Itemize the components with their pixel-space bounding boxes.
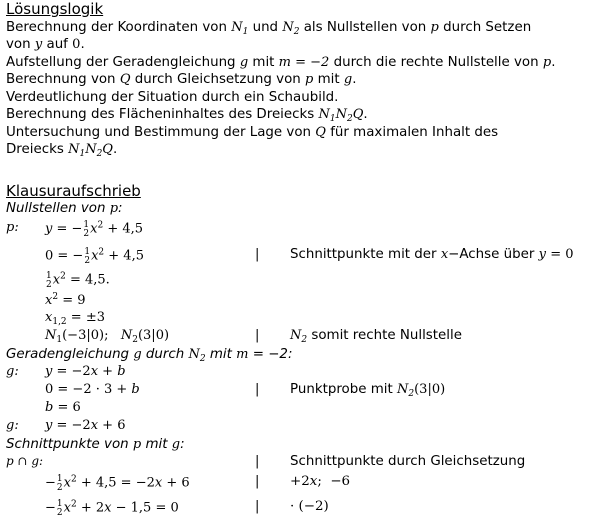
row-equation: $x_{1,2} = \pm 3$ bbox=[45, 310, 105, 327]
logic-line-1 bbox=[6, 19, 531, 41]
separator: | bbox=[255, 474, 260, 489]
separator: | bbox=[255, 247, 260, 262]
row-comment: $N_2$ somit rechte Nullstelle bbox=[290, 328, 462, 345]
text: durch Setzen bbox=[438, 20, 532, 35]
text: Berechnung von bbox=[6, 72, 120, 87]
row-comment: Punktprobe mit $N_2(3|0)$ bbox=[290, 382, 446, 399]
heading-klausuraufschrieb: Klausuraufschrieb bbox=[6, 182, 141, 200]
math-p: p bbox=[542, 55, 552, 70]
text: . bbox=[112, 142, 118, 157]
math-g: g bbox=[239, 55, 249, 70]
text: auf bbox=[42, 37, 73, 52]
text: Untersuchung und Bestimmung der Lage von bbox=[6, 125, 316, 140]
row-comment: Schnittpunkte mit der x−Achse über y = 0 bbox=[290, 247, 574, 262]
row-equation: y = −2x + b bbox=[45, 364, 126, 379]
text: . bbox=[363, 107, 368, 122]
row-equation: y = − 1 2 $x^2 + 4,5$ bbox=[45, 220, 144, 239]
text: für maximalen Inhalt des bbox=[325, 125, 499, 140]
text: und bbox=[248, 20, 283, 35]
row-equation: 0 = −2 · 3 + b bbox=[45, 382, 140, 397]
logic-line-3 bbox=[6, 54, 555, 71]
row-equation: − 1 2 $x^2 + 2x - 1,5 = 0$ bbox=[45, 499, 179, 518]
text: . bbox=[80, 37, 85, 52]
row-equation: y = −2x + 6 bbox=[45, 418, 126, 433]
text: mit bbox=[313, 72, 344, 87]
math-triangle: $N_1N_2Q$ bbox=[318, 107, 364, 124]
text: . bbox=[551, 55, 556, 70]
row-comment: · (−2) bbox=[290, 499, 329, 514]
math-zero: 0 bbox=[72, 37, 81, 52]
row-equation: 1 2 $x^2 = 4,5$. bbox=[46, 271, 110, 290]
text: von bbox=[6, 37, 35, 52]
text: mit bbox=[248, 55, 279, 70]
section-title-schnittpunkte: Schnittpunkte von p mit g: bbox=[6, 437, 185, 452]
row-equation: $x^2 = 9$ bbox=[45, 292, 86, 308]
row-equation: − 1 2 $x^2 + 4,5 = -2x + 6$ bbox=[45, 474, 190, 493]
math-p: p bbox=[430, 20, 439, 35]
row-equation: $N_1(-3|0)$; $N_2(3|0)$ bbox=[45, 328, 170, 345]
separator: | bbox=[255, 328, 260, 343]
separator: | bbox=[255, 499, 260, 514]
logic-line-2 bbox=[6, 36, 85, 53]
row-equation: b = 6 bbox=[45, 400, 81, 415]
text: Berechnung der Koordinaten von bbox=[6, 20, 232, 35]
row-comment: +2x; −6 bbox=[290, 474, 351, 489]
heading-loesungslogik: Lösungslogik bbox=[6, 0, 104, 18]
math-y: y bbox=[34, 37, 43, 52]
logic-line-7 bbox=[6, 124, 498, 141]
math-n2: $N_2$ bbox=[282, 20, 300, 37]
math-triangle: $N_1N_2Q$ bbox=[68, 142, 113, 159]
row-label: g: bbox=[6, 364, 19, 379]
text: Berechnung des Flächeninhaltes des Dreiecks bbox=[6, 107, 319, 122]
math-n1: $N_1$ bbox=[231, 20, 249, 37]
text: Aufstellung der Geradengleichung bbox=[6, 55, 240, 70]
math-q: Q bbox=[119, 72, 131, 87]
math-slope: m = −2 bbox=[278, 55, 330, 70]
math-q: Q bbox=[315, 125, 326, 140]
text: . bbox=[352, 72, 357, 87]
text: als Nullstellen von bbox=[299, 20, 431, 35]
math-p: p bbox=[305, 72, 314, 87]
row-label: g: bbox=[6, 418, 19, 433]
text: durch Gleichsetzung von bbox=[130, 72, 306, 87]
logic-line-8 bbox=[6, 141, 117, 163]
section-title-geradengleichung: Geradengleichung g durch $N_2$ mit m = −2: bbox=[6, 347, 293, 364]
row-label: p: bbox=[6, 220, 19, 235]
section-title-nullstellen: Nullstellen von p: bbox=[6, 201, 123, 216]
logic-line-5: Verdeutlichung der Situation durch ein Schaubild. bbox=[6, 90, 339, 105]
row-label: p ∩ g: bbox=[6, 454, 44, 468]
separator: | bbox=[255, 382, 260, 397]
logic-line-4 bbox=[6, 71, 357, 88]
separator: | bbox=[255, 454, 260, 469]
math-g: g bbox=[343, 72, 353, 87]
text: Dreiecks bbox=[6, 142, 69, 157]
row-comment: Schnittpunkte durch Gleichsetzung bbox=[290, 454, 526, 469]
row-equation: 0 = − 1 2 $x^2 + 4,5$ bbox=[45, 247, 144, 266]
text: durch die rechte Nullstelle von bbox=[329, 55, 543, 70]
